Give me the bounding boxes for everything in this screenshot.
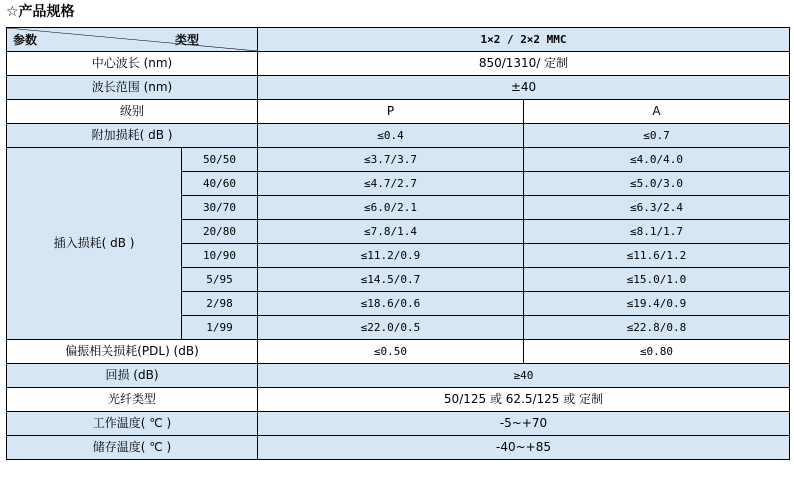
diagonal-divider	[7, 28, 257, 51]
wavelength-range-label: 波长范围 (nm)	[7, 76, 258, 100]
insertion-loss-p: ≤22.0/0.5	[258, 316, 524, 340]
center-wavelength-value: 850/1310/ 定制	[258, 52, 790, 76]
table-row	[7, 76, 790, 100]
operating-temp-value: -5~+70	[258, 412, 790, 436]
table-row	[7, 124, 790, 148]
insertion-loss-p: ≤14.5/0.7	[258, 268, 524, 292]
grade-a: A	[524, 100, 790, 124]
insertion-loss-a: ≤11.6/1.2	[524, 244, 790, 268]
insertion-loss-a: ≤5.0/3.0	[524, 172, 790, 196]
table-row	[7, 436, 790, 460]
insertion-loss-p: ≤11.2/0.9	[258, 244, 524, 268]
table-row	[7, 388, 790, 412]
excess-loss-a: ≤0.7	[524, 124, 790, 148]
insertion-loss-p: ≤4.7/2.7	[258, 172, 524, 196]
grade-label: 级别	[7, 100, 258, 124]
storage-temp-label: 储存温度( ℃ )	[7, 436, 258, 460]
spec-table	[6, 27, 790, 460]
excess-loss-label: 附加损耗( dB )	[7, 124, 258, 148]
insertion-loss-p: ≤3.7/3.7	[258, 148, 524, 172]
product-header: 1×2 / 2×2 MMC	[258, 28, 790, 52]
fiber-type-label: 光纤类型	[7, 388, 258, 412]
split-ratio: 30/70	[182, 196, 258, 220]
split-ratio: 10/90	[182, 244, 258, 268]
type-header-label: 类型	[174, 33, 199, 47]
param-header-label: 参数	[13, 33, 38, 47]
insertion-loss-row	[7, 148, 790, 172]
insertion-loss-label: 插入损耗( dB )	[7, 148, 182, 340]
table-row	[7, 364, 790, 388]
diagonal-header-cell	[7, 28, 258, 52]
insertion-loss-p: ≤6.0/2.1	[258, 196, 524, 220]
page-title: ☆产品规格	[6, 4, 75, 20]
split-ratio: 2/98	[182, 292, 258, 316]
return-loss-value: ≥40	[258, 364, 790, 388]
center-wavelength-label: 中心波长 (nm)	[7, 52, 258, 76]
insertion-loss-p: ≤7.8/1.4	[258, 220, 524, 244]
insertion-loss-a: ≤6.3/2.4	[524, 196, 790, 220]
insertion-loss-a: ≤4.0/4.0	[524, 148, 790, 172]
storage-temp-value: -40~+85	[258, 436, 790, 460]
split-ratio: 5/95	[182, 268, 258, 292]
split-ratio: 40/60	[182, 172, 258, 196]
insertion-loss-a: ≤19.4/0.9	[524, 292, 790, 316]
split-ratio: 50/50	[182, 148, 258, 172]
table-row	[7, 100, 790, 124]
pdl-p: ≤0.50	[258, 340, 524, 364]
excess-loss-p: ≤0.4	[258, 124, 524, 148]
wavelength-range-value: ±40	[258, 76, 790, 100]
table-row	[7, 52, 790, 76]
fiber-type-value: 50/125 或 62.5/125 或 定制	[258, 388, 790, 412]
table-row	[7, 340, 790, 364]
grade-p: P	[258, 100, 524, 124]
split-ratio: 1/99	[182, 316, 258, 340]
pdl-a: ≤0.80	[524, 340, 790, 364]
insertion-loss-p: ≤18.6/0.6	[258, 292, 524, 316]
operating-temp-label: 工作温度( ℃ )	[7, 412, 258, 436]
table-row	[7, 412, 790, 436]
split-ratio: 20/80	[182, 220, 258, 244]
return-loss-label: 回损 (dB)	[7, 364, 258, 388]
pdl-label: 偏振相关损耗(PDL) (dB)	[7, 340, 258, 364]
insertion-loss-a: ≤22.8/0.8	[524, 316, 790, 340]
insertion-loss-a: ≤8.1/1.7	[524, 220, 790, 244]
header-row	[7, 28, 790, 52]
insertion-loss-a: ≤15.0/1.0	[524, 268, 790, 292]
